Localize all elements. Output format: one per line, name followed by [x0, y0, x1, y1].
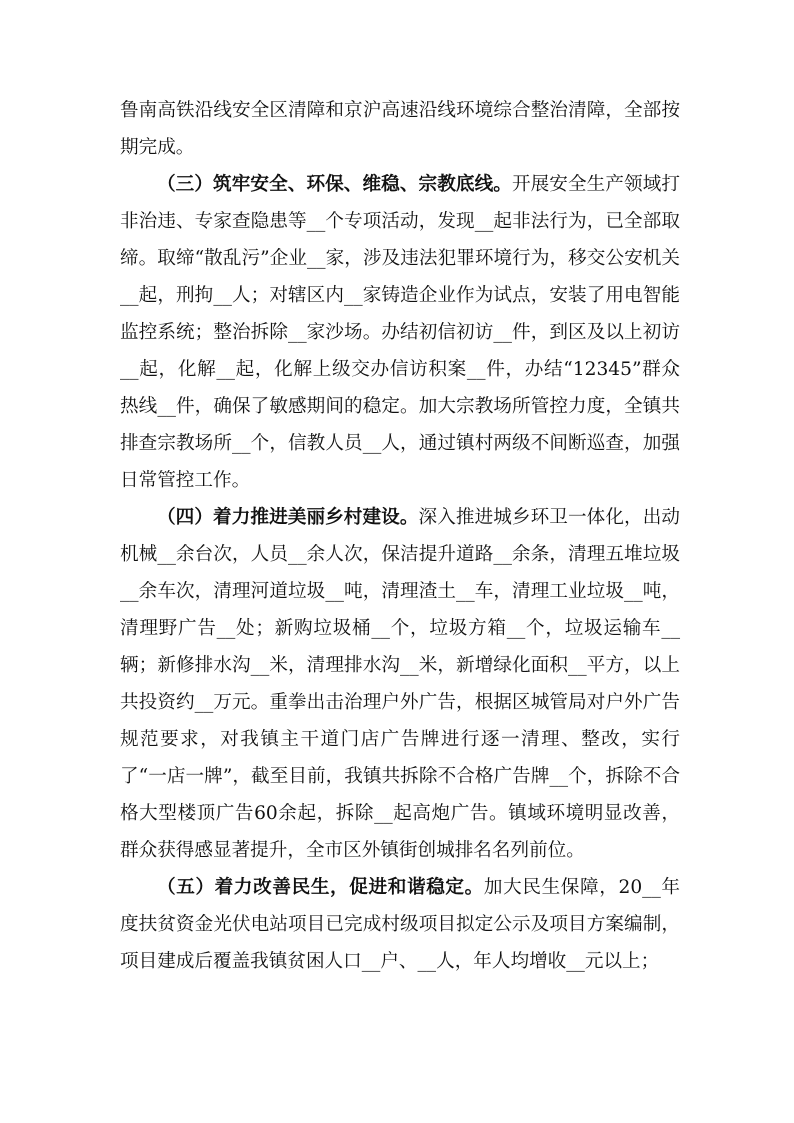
paragraph-section-4 — [120, 499, 680, 869]
document-page — [120, 92, 680, 980]
paragraph-text: 开展安全生产领域打非治违、专家查隐患等__个专项活动，发现__起非法行为，已全部取缔。取缔“散乱污”企业__家，涉及违法犯罪环境行为，移交公安机关__起，刑拘__人；对辖区内__家铸造企业作为试点，安装了用电智能监控系统；整治拆除__家沙场。办结初信初访__件，到区及以上初访__起，化解__起，化解上级交办信访积案__件，办结“12345”群众热线__件，确保了敏感期间的稳定。加大宗教场所管控力度，全镇共排查宗教场所__个，信教人员__人，通过镇村两级不间断巡查，加强日常管控工作。 — [120, 174, 680, 491]
section-heading: （四）着力推进美丽乡村建设。 — [157, 507, 419, 528]
paragraph-text: 鲁南高铁沿线安全区清障和京沪高速沿线环境综合整治清障，全部按期完成。 — [120, 100, 680, 158]
section-heading: （五）着力改善民生，促进和谐稳定。 — [157, 877, 484, 898]
paragraph-section-3 — [120, 166, 680, 499]
paragraph-section-5 — [120, 869, 680, 980]
paragraph-continuation — [120, 92, 680, 166]
section-heading: （三）筑牢安全、环保、维稳、宗教底线。 — [157, 174, 512, 195]
paragraph-text: 深入推进城乡环卫一体化，出动机械__余台次，人员__余人次，保洁提升道路__余条，清理五堆垃圾__余车次，清理河道垃圾__吨，清理渣土__车，清理工业垃圾__吨，清理野广告__处；新购垃圾桶__个，垃圾方箱__个，垃圾运输车__辆；新修排水沟__米，清理排水沟__米，新增绿化面积__平方，以上共投资约__万元。重拳出击治理户外广告，根据区城管局对户外广告规范要求，对我镇主干道门店广告牌进行逐一清理、整改，实行了“一店一牌”，截至目前，我镇共拆除不合格广告牌__个，拆除不合格大型楼顶广告60余起，拆除__起高炮广告。镇域环境明显改善，群众获得感显著提升，全市区外镇街创城排名名列前位。 — [120, 507, 680, 861]
paragraph-text: 加大民生保障，20__年度扶贫资金光伏电站项目已完成村级项目拟定公示及项目方案编制，项目建成后覆盖我镇贫困人口__户、__人，年人均增收__元以上； — [120, 877, 680, 972]
